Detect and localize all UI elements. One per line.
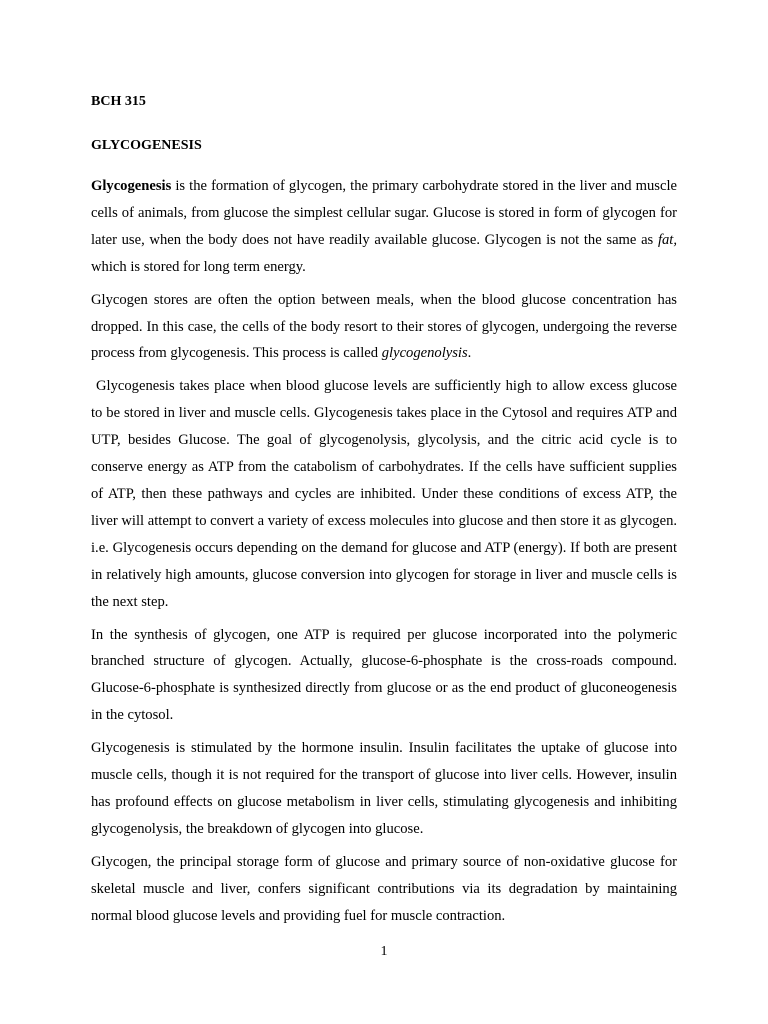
term-glycogenesis: Glycogenesis [91,178,172,194]
emphasis-glycogenolysis: glycogenolysis [381,345,468,362]
paragraph-2-text-a: Glycogen stores are often the option between meals, when the blood glucose concentration has dropped. In this case, the cells of the body resort to their stores of glycogen, undergoing the reverse process from glycogenesis. This process is called [91,291,677,362]
paragraph-1-text-a: is the formation of glycogen, the primary carbohydrate stored in the liver and muscle cells of animals, from glucose the simplest cellular sugar. Glucose is stored in form of glycogen for later use, when the body does not have readily available glucose. Glycogen is not the same as [91,178,677,248]
paragraph-6: Glycogen, the principal storage form of glucose and primary source of non-oxidative glucose for skeletal muscle and liver, confers significant contributions via its degradation by maintaining normal blood glucose levels and providing fuel for muscle contraction. [91,853,677,924]
emphasis-fat: fat, [657,231,677,248]
paragraph-3: Glycogenesis takes place when blood glucose levels are sufficiently high to allow excess glucose to be stored in liver and muscle cells. Glycogenesis takes place in the Cytosol and requires ATP and UTP, besides Glucose. The goal of glycogenolysis, glycolysis, and the citric acid cycle is to conserve energy as ATP from the catabolism of carbohydrates. If the cells have sufficient supplies of ATP, then these pathways and cycles are inhibited. Under these conditions of excess ATP, the liver will attempt to convert a variety of excess molecules into glucose and then store it as glycogen. i.e. Glycogenesis occurs depending on the demand for glucose and ATP (energy). If both are present in relatively high amounts, glucose conversion into glycogen for storage in liver and muscle cells is the next step. [91,378,678,610]
paragraph-4: In the synthesis of glycogen, one ATP is required per glucose incorporated into the polymeric branched structure of glycogen. Actually, glucose-6-phosphate is the cross-roads compound. Glucose-6-phosphate is synthesized directly from glucose or as the end product of gluconeogenesis in the cytosol. [91,626,677,724]
page-number: 1 [380,944,388,959]
document-page [91,93,677,935]
document-title: GLYCOGENESIS [91,138,202,153]
paragraph-2-text-b: . [467,345,472,362]
course-code: BCH 315 [91,94,146,109]
paragraph-1-text-b: which is stored for long term energy. [91,258,306,275]
paragraph-1 [91,173,677,281]
paragraph-5: Glycogenesis is stimulated by the hormone insulin. Insulin facilitates the uptake of glucose into muscle cells, though it is not required for the transport of glucose into liver cells. However, insulin has profound effects on glucose metabolism in liver cells, stimulating glycogenesis and inhibiting glycogenolysis, the breakdown of glycogen into glucose. [91,740,677,837]
paragraph-2 [91,287,677,368]
